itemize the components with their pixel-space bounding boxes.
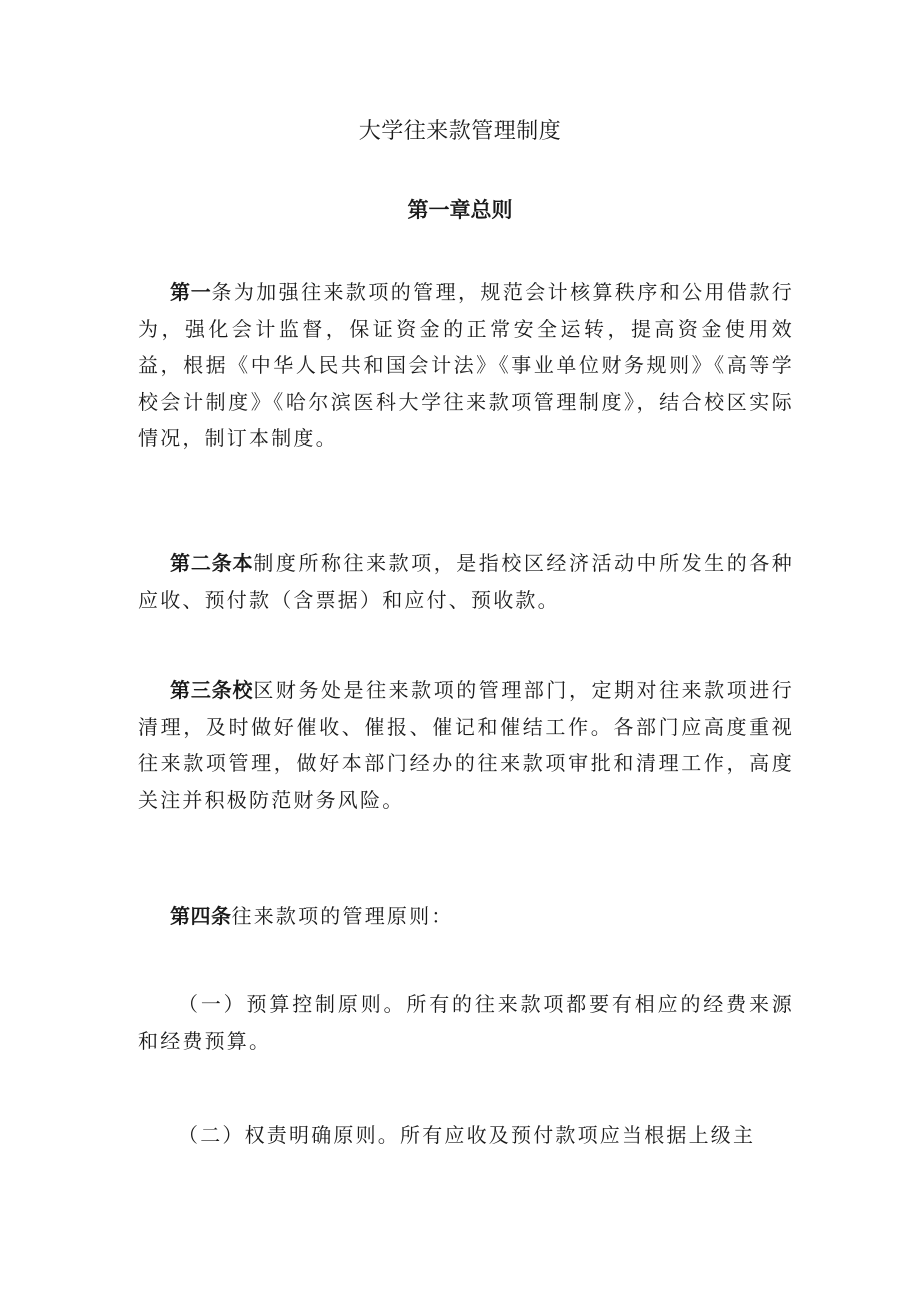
clause-1-text: （一）预算控制原则。所有的往来款项都要有相应的经费来源和经费预算。 — [138, 992, 794, 1053]
document-title: 大学往来款管理制度 — [358, 119, 562, 144]
article-4-lead: 第四条 — [170, 904, 232, 928]
article-2-text: 制度所称往来款项，是指校区经济活动中所发生的各种应收、预付款（含票据）和应付、预收款。 — [138, 551, 795, 612]
article-2-paragraph — [138, 545, 794, 618]
article-3-lead: 第三条校 — [170, 678, 254, 702]
article-2-lead: 第二条本 — [170, 551, 254, 575]
article-1-paragraph — [138, 274, 794, 457]
article-1-text: 条为加强往来款项的管理，规范会计核算秩序和公用借款行为，强化会计监督，保证资金的正常安全运转，提高资金使用效益，根据《中华人民共和国会计法》《事业单位财务规则》《高等学校会计制度》《哈尔滨医科大学往来款项管理制度》，结合校区实际情况，制订本制度。 — [138, 280, 795, 450]
article-4-text: 往来款项的管理原则： — [231, 904, 454, 928]
clause-1-paragraph — [138, 986, 794, 1059]
article-3-text: 区财务处是往来款项的管理部门，定期对往来款项进行清理，及时做好催收、催报、催记和催结工作。各部门应高度重视往来款项管理，做好本部门经办的往来款项审批和清理工作，高度关注并积极防范财务风险。 — [138, 678, 795, 812]
clause-2-text: （二）权责明确原则。所有应收及预付款项应当根据上级主 — [178, 1123, 756, 1147]
article-3-paragraph — [138, 672, 794, 818]
article-1-lead: 第一 — [170, 280, 212, 304]
chapter-heading: 第一章总则 — [407, 198, 513, 222]
clause-2-paragraph — [138, 1117, 794, 1154]
article-4-paragraph — [138, 898, 794, 935]
